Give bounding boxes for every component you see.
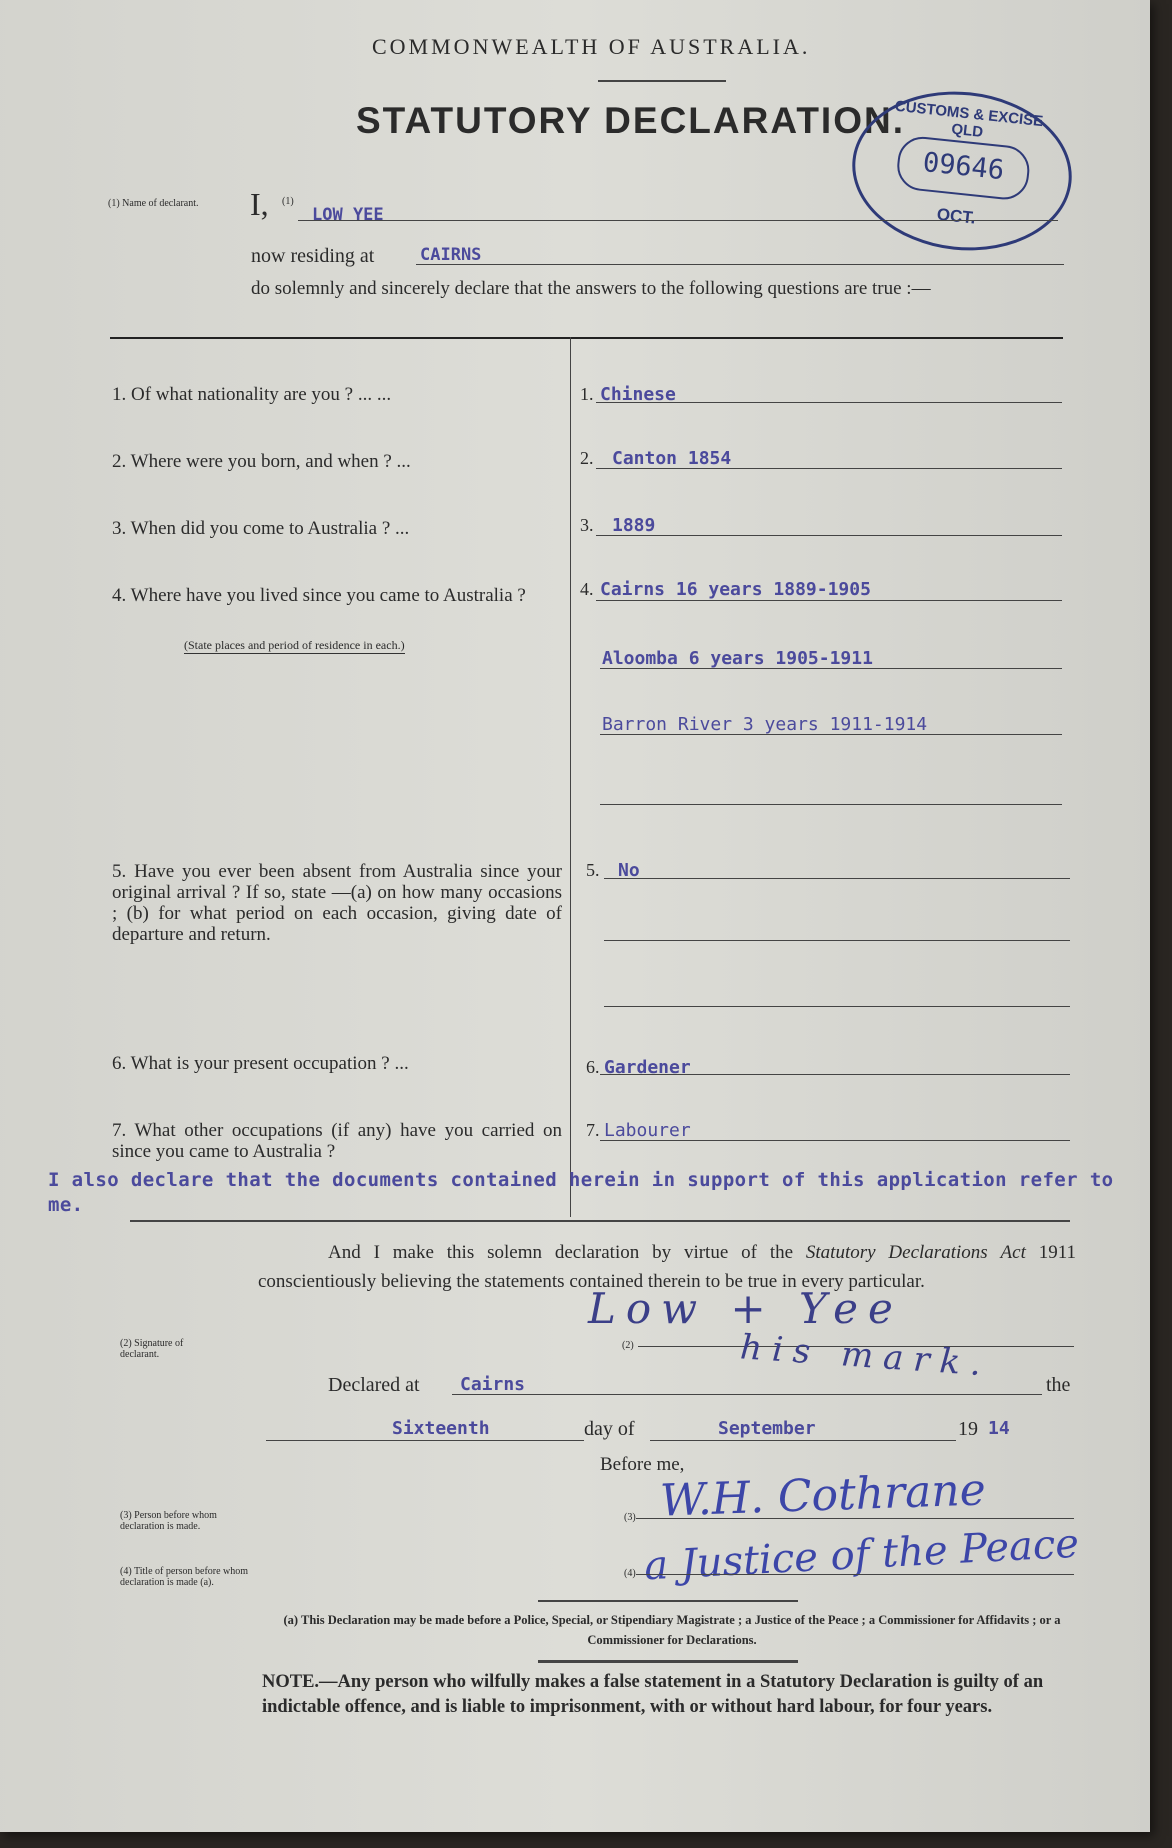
- residence-line: [416, 264, 1064, 265]
- question-4-note: (State places and period of residence in each.): [184, 638, 405, 652]
- header-rule: [598, 80, 726, 82]
- declared-place-line: [452, 1394, 1042, 1395]
- note-divider: [538, 1660, 798, 1663]
- answer-1-line: [596, 402, 1062, 403]
- before-me: Before me,: [600, 1454, 685, 1475]
- day-line: [266, 1440, 584, 1441]
- declared-day-of: day of: [584, 1418, 635, 1440]
- answer-3-line: [596, 535, 1062, 536]
- question-5: 5. Have you ever been absent from Australia since your original arrival ? If so, state —(a) on how many occasions ; (b) for what period on each occasion, giving date of departure and return.: [112, 861, 562, 945]
- answer-6: Gardener: [604, 1057, 691, 1078]
- declared-label: Declared at: [328, 1374, 420, 1396]
- stamp-month: OCT.: [935, 204, 977, 228]
- name-line: [298, 220, 1058, 221]
- question-7: 7. What other occupations (if any) have you carried on since you came to Australia ?: [112, 1120, 562, 1162]
- stamp-number: 09646: [921, 146, 1006, 187]
- answer-1: Chinese: [600, 384, 676, 405]
- answer-2-line: [596, 468, 1062, 469]
- declared-month: September: [718, 1418, 816, 1439]
- declared-year-suffix: 14: [988, 1418, 1010, 1439]
- answer-7-num: 7.: [586, 1120, 600, 1140]
- act-word: Act: [1000, 1242, 1026, 1263]
- answer-4d-line: [600, 804, 1062, 805]
- question-4: 4. Where have you lived since you came to Australia ?: [112, 585, 526, 606]
- question-6: 6. What is your present occupation ? ...: [112, 1053, 409, 1074]
- answer-6-line: [600, 1074, 1070, 1075]
- answer-7: Labourer: [604, 1120, 691, 1141]
- answer-5b-line: [604, 940, 1070, 941]
- customs-stamp: [844, 81, 1079, 261]
- answer-4a-line: [596, 600, 1062, 601]
- answer-5-num: 5.: [586, 860, 600, 880]
- act-name: Statutory Declarations: [805, 1242, 988, 1263]
- answer-2-num: 2.: [580, 448, 594, 468]
- footnote: (a) This Declaration may be made before a Police, Special, or Stipendiary Magistrate ; a Justice of the Peace ; a Commissioner for Affidavits ; or a Commissioner for Declarations.: [283, 1613, 1061, 1647]
- answer-4c-line: [600, 734, 1062, 735]
- answer-4b-line: [600, 668, 1062, 669]
- signature-marker: (2): [622, 1340, 634, 1351]
- witness-title: a Justice of the Peace: [643, 1520, 1080, 1590]
- answer-2: Canton 1854: [612, 448, 732, 469]
- answer-4b: Aloomba 6 years 1905-1911: [602, 648, 873, 669]
- footnote-divider: [538, 1600, 798, 1602]
- stamp-number-box: [895, 134, 1032, 202]
- answer-5c-line: [604, 1006, 1070, 1007]
- month-line: [650, 1440, 956, 1441]
- question-1: 1. Of what nationality are you ? ... ...: [112, 384, 392, 405]
- answer-5: No: [618, 860, 640, 881]
- column-divider: [570, 337, 571, 1217]
- witness-signature: W.H. Cothrane: [659, 1464, 987, 1527]
- witness-marker: (3): [624, 1512, 636, 1523]
- mid-divider: [130, 1220, 1070, 1222]
- margin-note-witness: (3) Person before whom declaration is made.: [120, 1510, 217, 1532]
- solemn-text-2: 1911 conscientiously believing the statements contained therein to be true in every particular.: [258, 1242, 1077, 1292]
- stamp-top-text: CUSTOMS & EXCISE QLD: [894, 97, 1044, 141]
- pronoun-i: I,: [250, 186, 269, 222]
- residing-label: now residing at: [251, 245, 375, 267]
- declarant-name: LOW YEE: [312, 205, 384, 225]
- title-marker: (4): [624, 1568, 636, 1579]
- residence-value: CAIRNS: [420, 245, 482, 265]
- answer-1-num: 1.: [580, 384, 594, 404]
- declared-year-prefix: 19: [958, 1418, 978, 1440]
- answer-3-num: 3.: [580, 515, 594, 535]
- answer-4a: Cairns 16 years 1889-1905: [600, 579, 871, 600]
- question-3: 3. When did you come to Australia ? ...: [112, 518, 410, 539]
- page-title: STATUTORY DECLARATION.: [356, 100, 905, 141]
- answer-6-num: 6.: [586, 1057, 600, 1077]
- witness-line: [636, 1518, 1074, 1519]
- additional-declaration: I also declare that the documents contained herein in support of this application refer to me.: [48, 1169, 1114, 1216]
- answer-5a-line: [604, 878, 1070, 879]
- declarant-signature: Low + Yee: [588, 1284, 903, 1333]
- title-line: [636, 1574, 1074, 1575]
- declarant-marker: (1): [282, 196, 294, 207]
- top-divider: [110, 337, 1063, 339]
- question-2: 2. Where were you born, and when ? ...: [112, 451, 411, 472]
- legal-note: NOTE.—Any person who wilfully makes a false statement in a Statutory Declaration is guilty of an indictable offence, and is liable to imprisonment, with or without hard labour, for four years.: [262, 1672, 1044, 1717]
- answer-3: 1889: [612, 515, 656, 536]
- margin-note-declarant: (1) Name of declarant.: [108, 198, 199, 209]
- mark-text: his mark.: [738, 1327, 993, 1385]
- margin-note-title: (4) Title of person before whom declaration is made (a).: [120, 1566, 249, 1588]
- commonwealth-heading: COMMONWEALTH OF AUSTRALIA.: [372, 34, 811, 59]
- answer-4-num: 4.: [580, 579, 594, 599]
- answer-7-line: [600, 1140, 1070, 1141]
- solemn-declare-text: do solemnly and sincerely declare that the answers to the following questions are true :—: [251, 278, 931, 299]
- declared-place: Cairns: [460, 1374, 526, 1395]
- solemn-text-1: And I make this solemn declaration by virtue of the: [328, 1242, 794, 1263]
- declared-day: Sixteenth: [392, 1418, 490, 1439]
- answer-4c: Barron River 3 years 1911-1914: [602, 714, 928, 735]
- margin-note-signature: (2) Signature of declarant.: [120, 1338, 184, 1360]
- declared-the: the: [1046, 1374, 1071, 1396]
